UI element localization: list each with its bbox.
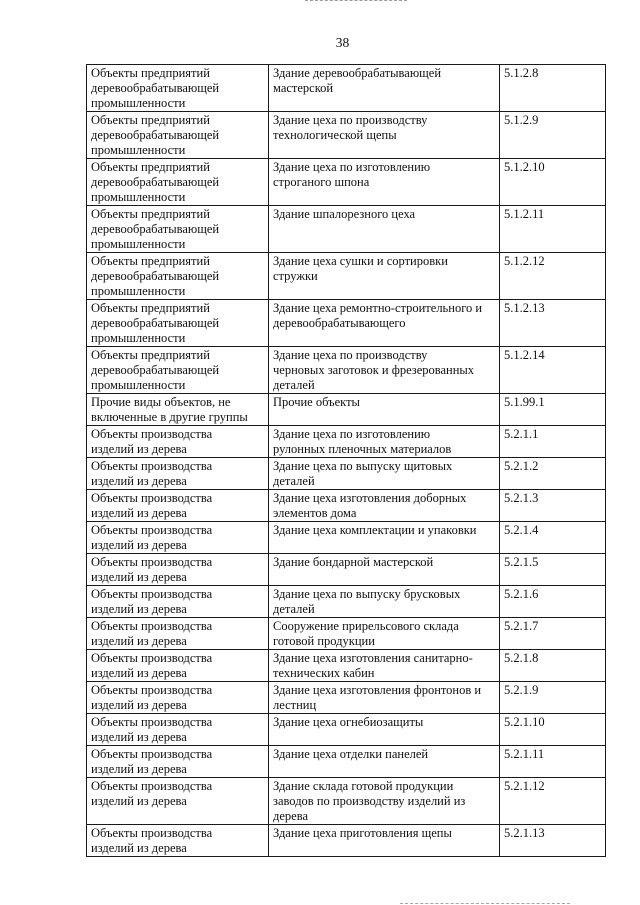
cell-object: Прочие объекты [269,394,500,426]
cell-category: Объекты производства изделий из дерева [87,490,269,522]
cell-code: 5.1.2.13 [500,300,606,347]
cell-object: Здание цеха изготовления санитарно- технических кабин [269,650,500,682]
table-row [87,522,606,554]
table-row [87,426,606,458]
object-classification-table [86,64,606,857]
cell-object: Здание цеха огнебиозащиты [269,714,500,746]
cell-code: 5.1.2.11 [500,206,606,253]
table-row [87,490,606,522]
cell-object: Здание цеха сушки и сортировки стружки [269,253,500,300]
table-row [87,347,606,394]
cell-code: 5.1.2.8 [500,65,606,112]
table-row [87,650,606,682]
cell-code: 5.1.2.12 [500,253,606,300]
table-row [87,714,606,746]
cell-object: Здание цеха отделки панелей [269,746,500,778]
cell-category: Объекты производства изделий из дерева [87,825,269,857]
cell-code: 5.2.1.11 [500,746,606,778]
cell-code: 5.1.99.1 [500,394,606,426]
cell-category: Объекты предприятий деревообрабатывающей промышленности [87,159,269,206]
cell-object: Здание цеха по изготовлению строганого шпона [269,159,500,206]
table-row [87,682,606,714]
cell-code: 5.1.2.9 [500,112,606,159]
table-row [87,65,606,112]
table-row [87,206,606,253]
cell-category: Объекты производства изделий из дерева [87,746,269,778]
cell-category: Объекты производства изделий из дерева [87,522,269,554]
cell-object: Здание бондарной мастерской [269,554,500,586]
cell-object: Здание шпалорезного цеха [269,206,500,253]
cell-object: Здание цеха комплектации и упаковки [269,522,500,554]
cell-category: Объекты производства изделий из дерева [87,618,269,650]
table-row [87,458,606,490]
cell-category: Объекты производства изделий из дерева [87,458,269,490]
table-row [87,778,606,825]
cell-code: 5.2.1.10 [500,714,606,746]
cell-category: Объекты предприятий деревообрабатывающей промышленности [87,206,269,253]
cell-category: Объекты предприятий деревообрабатывающей промышленности [87,65,269,112]
table-row [87,159,606,206]
table-row [87,394,606,426]
cell-category: Объекты предприятий деревообрабатывающей промышленности [87,300,269,347]
cell-object: Здание деревообрабатывающей мастерской [269,65,500,112]
cell-code: 5.2.1.12 [500,778,606,825]
cell-code: 5.2.1.2 [500,458,606,490]
cell-category: Объекты производства изделий из дерева [87,682,269,714]
cell-code: 5.2.1.1 [500,426,606,458]
cell-code: 5.2.1.8 [500,650,606,682]
cell-category: Объекты предприятий деревообрабатывающей промышленности [87,253,269,300]
cell-object: Здание цеха по производству черновых заготовок и фрезерованных деталей [269,347,500,394]
cell-code: 5.1.2.10 [500,159,606,206]
cell-object: Здание цеха изготовления доборных элементов дома [269,490,500,522]
cell-code: 5.2.1.5 [500,554,606,586]
table-row [87,253,606,300]
cell-object: Здание цеха ремонтно-строительного и деревообрабатывающего [269,300,500,347]
cell-object: Здание цеха по изготовлению рулонных пленочных материалов [269,426,500,458]
cell-category: Объекты производства изделий из дерева [87,778,269,825]
cell-object: Здание склада готовой продукции заводов по производству изделий из дерева [269,778,500,825]
cell-object: Здание цеха приготовления щепы [269,825,500,857]
page-number: 38 [335,35,350,50]
table-row [87,825,606,857]
cell-object: Сооружение прирельсового склада готовой продукции [269,618,500,650]
cell-category: Объекты производства изделий из дерева [87,586,269,618]
table-row [87,112,606,159]
cell-category: Объекты производства изделий из дерева [87,650,269,682]
cell-object: Здание цеха по выпуску щитовых деталей [269,458,500,490]
cell-code: 5.2.1.13 [500,825,606,857]
cell-code: 5.2.1.4 [500,522,606,554]
cell-object: Здание цеха по выпуску брусковых деталей [269,586,500,618]
cell-code: 5.2.1.7 [500,618,606,650]
cell-code: 5.2.1.6 [500,586,606,618]
cell-code: 5.1.2.14 [500,347,606,394]
cell-category: Объекты производства изделий из дерева [87,554,269,586]
cell-category: Объекты производства изделий из дерева [87,714,269,746]
table-row [87,554,606,586]
cell-code: 5.2.1.9 [500,682,606,714]
cell-object: Здание цеха по производству технологической щепы [269,112,500,159]
cell-category: Объекты производства изделий из дерева [87,426,269,458]
cell-category: Объекты предприятий деревообрабатывающей промышленности [87,347,269,394]
table-row [87,618,606,650]
cell-object: Здание цеха изготовления фронтонов и лестниц [269,682,500,714]
table-row [87,300,606,347]
scan-edge-mark-top [305,0,407,3]
table-row [87,746,606,778]
table-row [87,586,606,618]
cell-category: Прочие виды объектов, не включенные в другие группы [87,394,269,426]
cell-category: Объекты предприятий деревообрабатывающей промышленности [87,112,269,159]
cell-code: 5.2.1.3 [500,490,606,522]
